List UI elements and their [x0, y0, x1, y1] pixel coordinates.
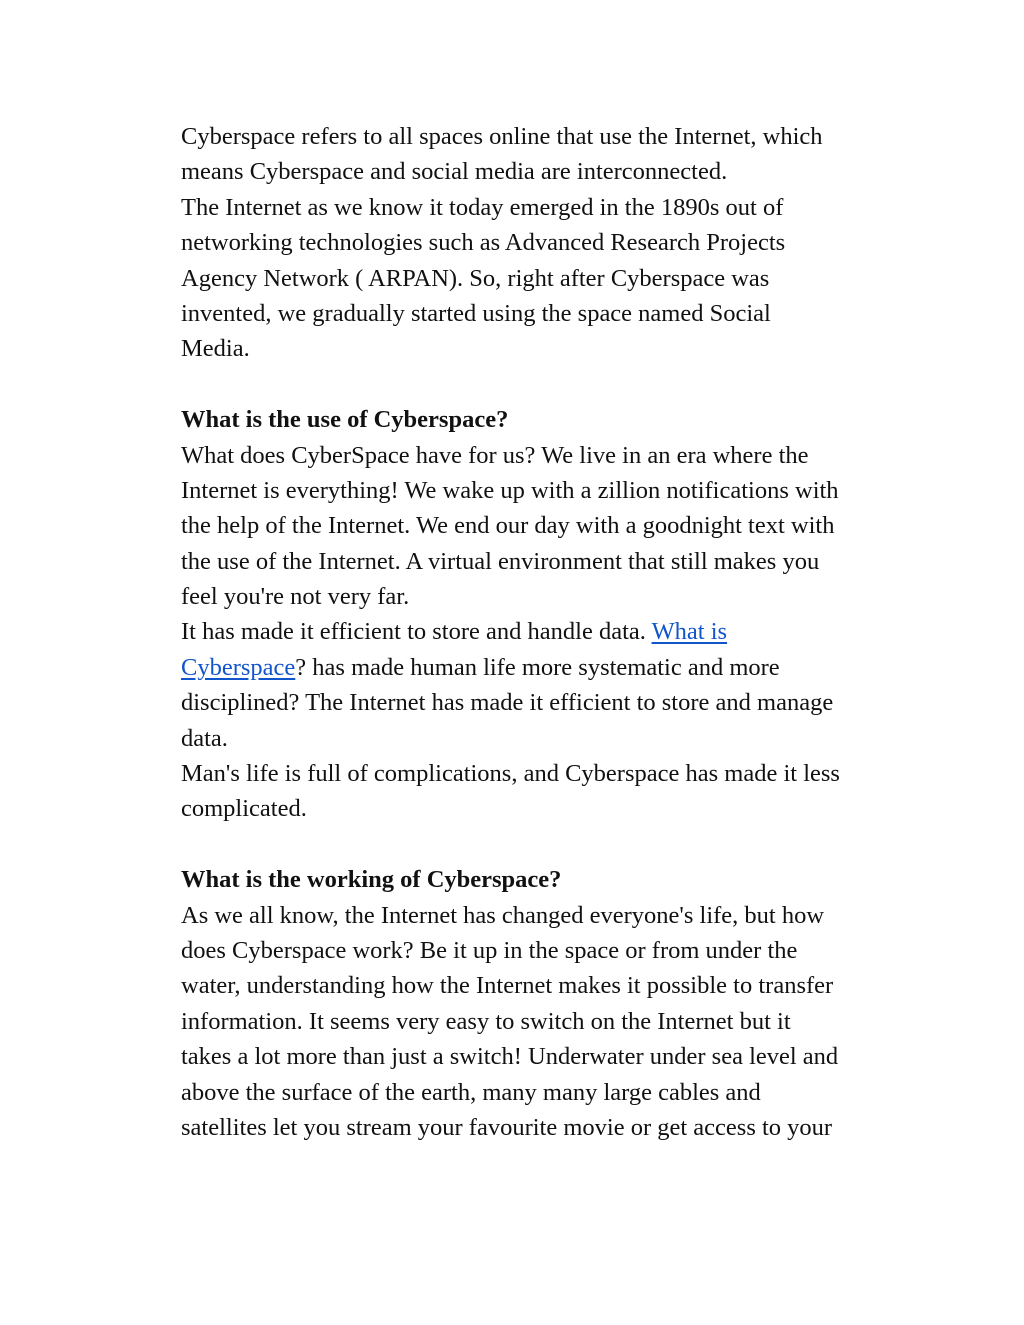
intro-paragraph: [181, 119, 911, 367]
text-line: disciplined? The Internet has made it efficient to store and manage: [181, 689, 834, 717]
cyberspace-link[interactable]: Cyberspace: [181, 653, 296, 681]
text-line: takes a lot more than just a switch! Underwater under sea level and: [181, 1043, 839, 1071]
text-line: feel you're not very far.: [181, 583, 410, 611]
text-line: The Internet as we know it today emerged in the 1890s out of: [181, 193, 784, 221]
paragraph-spacer: [181, 827, 911, 862]
text-line: Agency Network ( ARPAN). So, right after Cyberspace was: [181, 264, 770, 292]
text-line: data.: [181, 724, 228, 752]
text-line: information. It seems very easy to switch on the Internet but it: [181, 1007, 791, 1035]
text-line: invented, we gradually started using the space named Social: [181, 299, 771, 327]
text-line: complicated.: [181, 795, 307, 823]
text-line: What does CyberSpace have for us? We live in an era where the: [181, 441, 809, 469]
text-line: satellites let you stream your favourite movie or get access to your: [181, 1113, 833, 1141]
text-line: Media.: [181, 335, 250, 363]
text-line: [181, 650, 911, 685]
text-line: water, understanding how the Internet makes it possible to transfer: [181, 972, 834, 1000]
paragraph-spacer: [181, 367, 911, 402]
section-heading: What is the use of Cyberspace?: [181, 406, 509, 434]
text-line: Cyberspace refers to all spaces online that use the Internet, which: [181, 123, 823, 150]
text-line: does Cyberspace work? Be it up in the space or from under the: [181, 936, 798, 964]
text-line: Man's life is full of complications, and Cyberspace has made it less: [181, 760, 840, 788]
text-line: means Cyberspace and social media are interconnected.: [181, 158, 728, 186]
text-fragment: It has made it efficient to store and handle data.: [181, 618, 652, 646]
text-line: the use of the Internet. A virtual environment that still makes you: [181, 547, 820, 575]
text-line: Internet is everything! We wake up with a zillion notifications with: [181, 476, 839, 504]
text-fragment: ? has made human life more systematic and more: [295, 653, 780, 681]
working-section: [181, 862, 911, 1145]
text-line: the help of the Internet. We end our day with a goodnight text with: [181, 512, 835, 540]
text-line: As we all know, the Internet has changed everyone's life, but how: [181, 901, 825, 929]
section-heading: What is the working of Cyberspace?: [181, 866, 562, 894]
what-is-cyberspace-link[interactable]: What is: [651, 618, 728, 646]
text-line: [181, 614, 911, 649]
text-line: above the surface of the earth, many many large cables and: [181, 1078, 761, 1106]
text-line: networking technologies such as Advanced Research Projects: [181, 229, 786, 257]
use-section: [181, 402, 911, 827]
document-body: [181, 119, 911, 1145]
